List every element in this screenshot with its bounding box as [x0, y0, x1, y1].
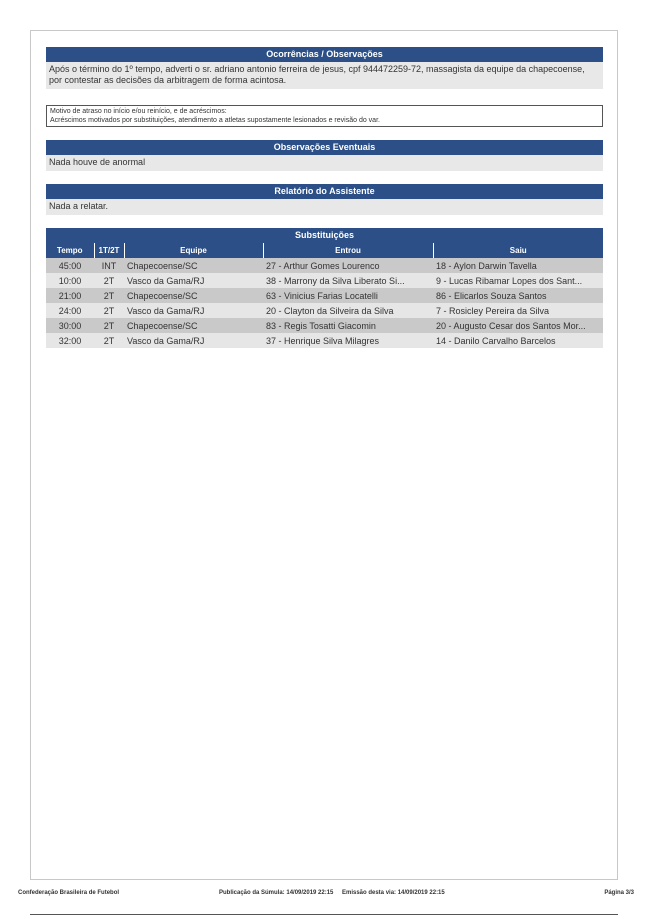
cell-tempo: 24:00	[46, 303, 94, 318]
cell-periodo: 2T	[94, 318, 124, 333]
cell-entrou: 37 - Henrique Silva Milagres	[263, 333, 433, 348]
cell-saiu: 7 - Rosicley Pereira da Silva	[433, 303, 603, 318]
ocorrencias-text: Após o término do 1º tempo, adverti o sr. adriano antonio ferreira de jesus, cpf 944472259-72, massagista da equipe da chapecoense, por contestar as decisões da arbitragem de forma acintosa.	[46, 62, 603, 89]
table-row	[46, 333, 603, 348]
observacoes-eventuais-section	[46, 140, 603, 171]
relatorio-assistente-section	[46, 184, 603, 215]
col-equipe: Equipe	[124, 243, 263, 258]
cell-equipe: Vasco da Gama/RJ	[124, 333, 263, 348]
cell-periodo: 2T	[94, 288, 124, 303]
cell-equipe: Vasco da Gama/RJ	[124, 303, 263, 318]
table-row	[46, 288, 603, 303]
motivo-box	[46, 105, 603, 127]
cell-periodo: 2T	[94, 273, 124, 288]
cell-entrou: 20 - Clayton da Silveira da Silva	[263, 303, 433, 318]
cell-tempo: 21:00	[46, 288, 94, 303]
cell-entrou: 38 - Marrony da Silva Liberato Si...	[263, 273, 433, 288]
cell-tempo: 45:00	[46, 258, 94, 273]
observacoes-eventuais-header: Observações Eventuais	[46, 140, 603, 155]
cell-periodo: 2T	[94, 333, 124, 348]
observacoes-eventuais-text: Nada houve de anormal	[46, 155, 603, 171]
table-row	[46, 318, 603, 333]
ocorrencias-header: Ocorrências / Observações	[46, 47, 603, 62]
cell-saiu: 86 - Elicarlos Souza Santos	[433, 288, 603, 303]
footer-emissao: Emissão desta via: 14/09/2019 22:15	[342, 890, 445, 896]
footer-publicacao: Publicação da Súmula: 14/09/2019 22:15	[219, 890, 334, 896]
cell-tempo: 30:00	[46, 318, 94, 333]
col-tempo: Tempo	[46, 243, 94, 258]
relatorio-assistente-text: Nada a relatar.	[46, 199, 603, 215]
motivo-label: Motivo de atraso no início e/ou reinício, e de acréscimos:	[50, 108, 227, 115]
motivo-text: Acréscimos motivados por substituições, atendimento a atletas supostamente lesionados e revisão do var.	[50, 117, 380, 124]
cell-equipe: Chapecoense/SC	[124, 318, 263, 333]
cell-equipe: Chapecoense/SC	[124, 288, 263, 303]
ocorrencias-section	[46, 47, 603, 89]
cell-saiu: 14 - Danilo Carvalho Barcelos	[433, 333, 603, 348]
substituicoes-section	[46, 228, 603, 348]
cell-tempo: 32:00	[46, 333, 94, 348]
cell-equipe: Chapecoense/SC	[124, 258, 263, 273]
col-periodo: 1T/2T	[94, 243, 124, 258]
cell-saiu: 18 - Aylon Darwin Tavella	[433, 258, 603, 273]
cell-entrou: 63 - Vinicius Farias Locatelli	[263, 288, 433, 303]
cell-saiu: 9 - Lucas Ribamar Lopes dos Sant...	[433, 273, 603, 288]
relatorio-assistente-header: Relatório do Assistente	[46, 184, 603, 199]
substituicoes-table	[46, 243, 603, 348]
cell-tempo: 10:00	[46, 273, 94, 288]
cell-equipe: Vasco da Gama/RJ	[124, 273, 263, 288]
bottom-rule	[30, 914, 618, 915]
table-row	[46, 273, 603, 288]
table-header-row	[46, 243, 603, 258]
cell-periodo: 2T	[94, 303, 124, 318]
cell-periodo: INT	[94, 258, 124, 273]
col-entrou: Entrou	[263, 243, 433, 258]
table-row	[46, 258, 603, 273]
footer-pagina: Página 3/3	[604, 890, 634, 896]
col-saiu: Saiu	[433, 243, 603, 258]
table-row	[46, 303, 603, 318]
cell-entrou: 27 - Arthur Gomes Lourenco	[263, 258, 433, 273]
substituicoes-header: Substituições	[46, 228, 603, 243]
footer-org: Confederação Brasileira de Futebol	[18, 890, 120, 896]
cell-entrou: 83 - Regis Tosatti Giacomin	[263, 318, 433, 333]
cell-saiu: 20 - Augusto Cesar dos Santos Mor...	[433, 318, 603, 333]
